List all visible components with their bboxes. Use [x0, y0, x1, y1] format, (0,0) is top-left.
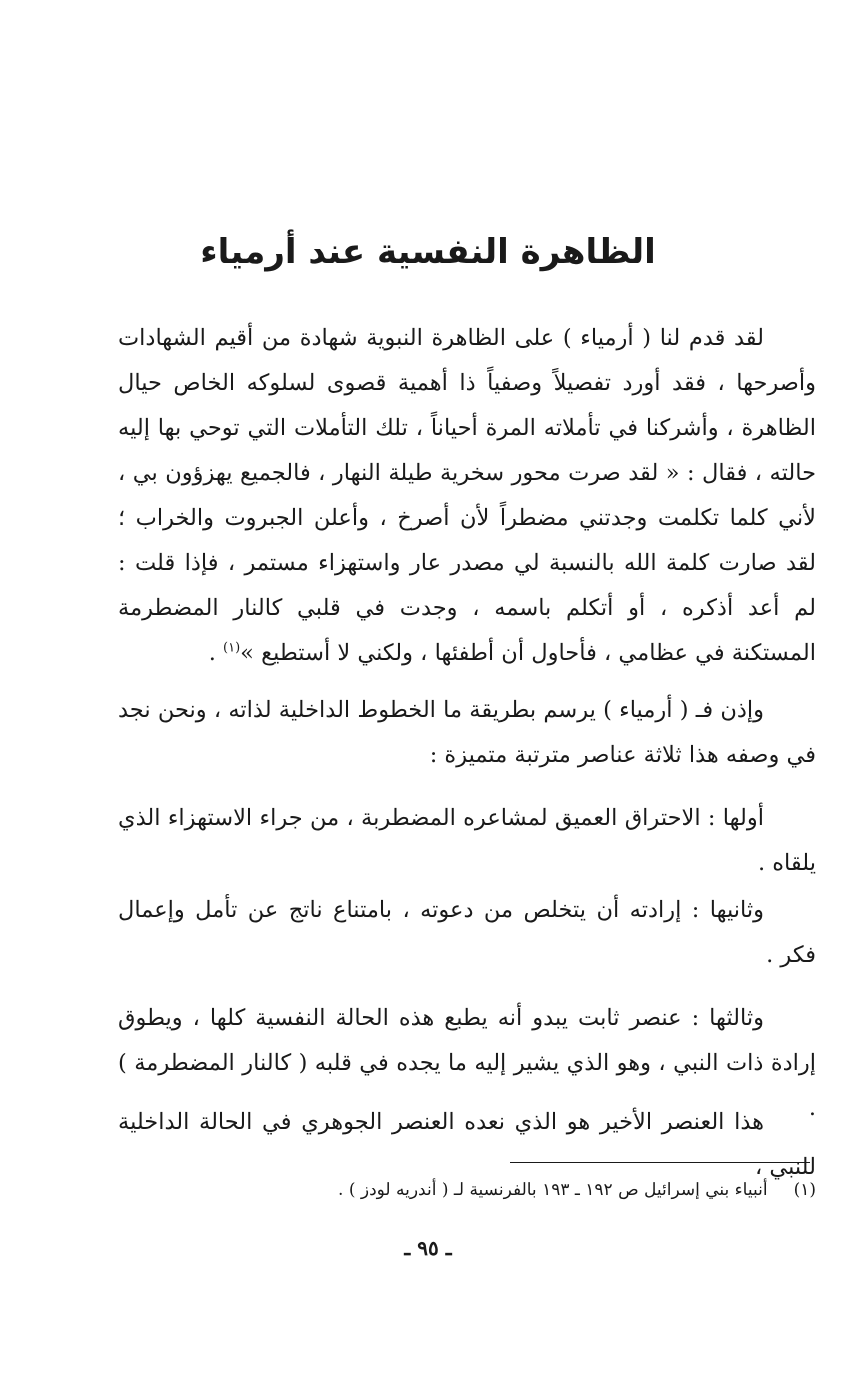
paragraph-1-text: لقد قدم لنا ( أرمياء ) على الظاهرة النبوية شهادة من أقيم الشهادات وأصرحها ، فقد أورد تفصيلاً وصفياً ذا أهمية قصوى لسلوكه الخاص حيال الظاهرة ، وأشركنا في تأملاته المرة أحياناً ، تلك التأملات التي توحي بها إليه حالته ، فقال : « لقد صرت محور سخرية طيلة النهار ، فالجميع يهزؤون بي ، لأني كلما تكلمت وجدتني مضطراً لأن أصرخ ، وأعلن الجبروت والخراب ؛ لقد صارت كلمة الله بالنسبة لي مصدر عار واستهزاء مستمر ، فإذا قلت : لم أعد أذكره ، أو أتكلم باسمه ، وجدت في قلبي كالنار المضطرمة المستكنة في عظامي ، فأحاول أن أطفئها ، ولكني لا أستطيع »: [118, 325, 816, 666]
paragraph-4: وثانيها : إرادته أن يتخلص من دعوته ، بامتناع ناتج عن تأمل وإعمال فكر .: [118, 897, 816, 968]
page-number: ـ ٩٥ ـ: [404, 1236, 452, 1260]
footnote: [116, 1174, 816, 1206]
footnote-text: أنبياء بني إسرائيل ص ١٩٢ ـ ١٩٣ بالفرنسية لـ ( أندريه لودز ) .: [338, 1180, 768, 1200]
paragraph-6: هذا العنصر الأخير هو الذي نعده العنصر الجوهري في الحالة الداخلية للنبي ،: [118, 1109, 816, 1180]
paragraph-5: وثالثها : عنصر ثابت يبدو أنه يطبع هذه الحالة النفسية كلها ، ويطوق إرادة ذات النبي ، وهو الذي يشير إليه ما يجده في قلبه ( كالنار المضطرمة ) .: [118, 1005, 816, 1121]
paragraph-3: أولها : الاحتراق العميق لمشاعره المضطربة ، من جراء الاستهزاء الذي يلقاه .: [118, 805, 816, 876]
paragraph-2: وإذن فـ ( أرمياء ) يرسم بطريقة ما الخطوط الداخلية لذاته ، ونحن نجد في وصفه هذا ثلاثة عناصر مترتبة متميزة :: [118, 697, 816, 768]
footnote-divider: [510, 1162, 810, 1163]
paragraph-1-tail: .: [208, 640, 224, 666]
footnote-number: (١): [793, 1180, 816, 1200]
footnote-reference: (١): [223, 640, 241, 656]
paragraph-1: [118, 316, 816, 676]
chapter-title: الظاهرة النفسية عند أرمياء: [200, 232, 656, 272]
